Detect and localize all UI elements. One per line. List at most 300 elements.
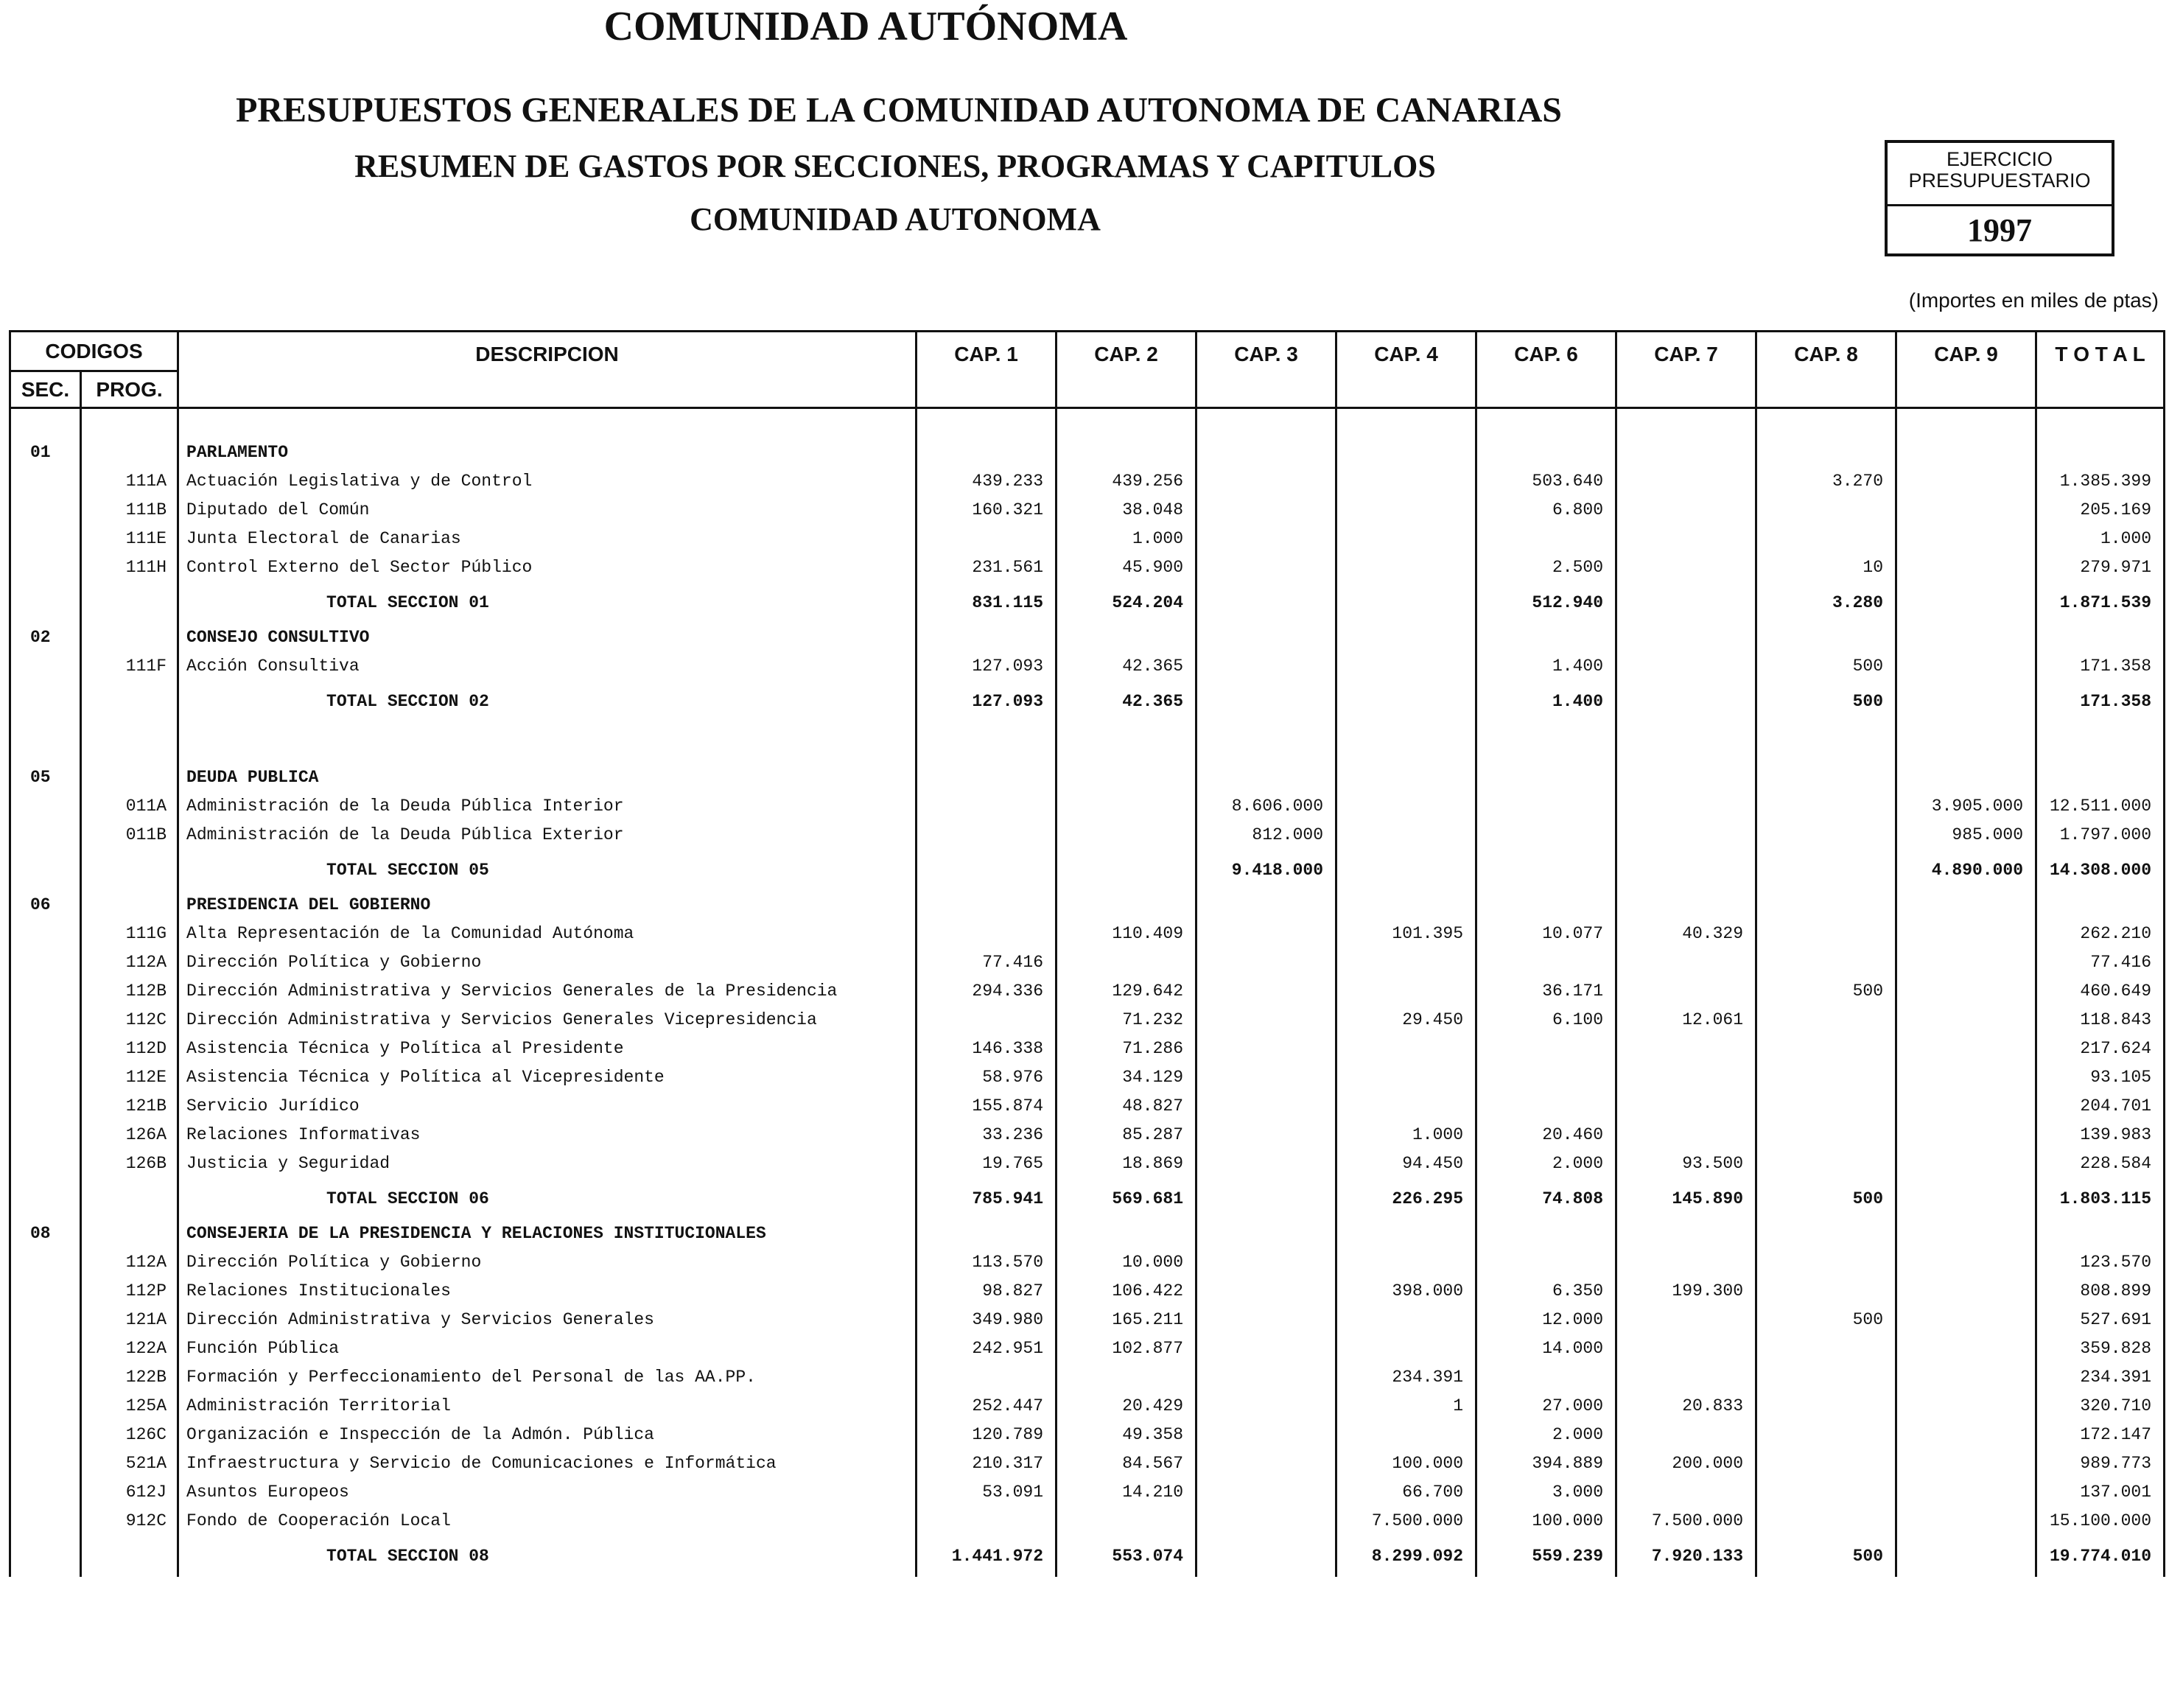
chapter-1-amount: 127.093 (917, 652, 1057, 681)
chapter-8-amount: 500 (1756, 977, 1896, 1006)
chapter-8-amount (1756, 1421, 1896, 1449)
total-amount: 1.803.115 (2036, 1178, 2165, 1219)
chapter-2-amount: 106.422 (1057, 1277, 1196, 1306)
chapter-7-amount: 40.329 (1616, 920, 1756, 948)
section-header-row (10, 763, 2165, 792)
section-code (10, 408, 81, 439)
chapter-7-amount (1616, 763, 1756, 792)
fiscal-year-label-line1: EJERCICIO (1946, 148, 2053, 170)
chapter-6-amount: 2.500 (1476, 553, 1616, 582)
chapter-3-amount (1196, 623, 1336, 652)
chapter-4-amount: 1.000 (1336, 1121, 1476, 1149)
section-header-row (10, 891, 2165, 920)
chapter-9-amount (1896, 1277, 2036, 1306)
chapter-1-amount: 19.765 (917, 1149, 1057, 1178)
program-row (10, 1092, 2165, 1121)
total-amount (2036, 623, 2165, 652)
section-code (10, 1507, 81, 1536)
chapter-2-amount: 20.429 (1057, 1392, 1196, 1421)
chapter-9-amount (1896, 496, 2036, 525)
total-amount: 808.899 (2036, 1277, 2165, 1306)
program-row (10, 1306, 2165, 1334)
section-code (10, 850, 81, 891)
section-code (10, 1306, 81, 1334)
chapter-9-amount (1896, 1306, 2036, 1334)
chapter-1-amount (917, 623, 1057, 652)
chapter-3-amount (1196, 1035, 1336, 1063)
chapter-1-amount (917, 821, 1057, 850)
program-row (10, 553, 2165, 582)
chapter-2-amount: 14.210 (1057, 1478, 1196, 1507)
description (178, 722, 917, 763)
chapter-7-amount: 20.833 (1616, 1392, 1756, 1421)
chapter-1-amount (917, 438, 1057, 467)
chapter-6-amount: 2.000 (1476, 1421, 1616, 1449)
chapter-2-amount: 45.900 (1057, 553, 1196, 582)
chapter-4-amount (1336, 1035, 1476, 1063)
program-row (10, 792, 2165, 821)
program-code: 112A (81, 1248, 178, 1277)
chapter-6-amount: 6.100 (1476, 1006, 1616, 1035)
chapter-3-amount (1196, 1449, 1336, 1478)
total-amount: 234.391 (2036, 1363, 2165, 1392)
chapter-7-amount: 93.500 (1616, 1149, 1756, 1178)
fiscal-year-box (1885, 140, 2114, 256)
chapter-4-amount (1336, 792, 1476, 821)
chapter-7-amount (1616, 408, 1756, 439)
amounts-unit-note: (Importes en miles de ptas) (1908, 289, 2159, 312)
chapter-1-amount: 1.441.972 (917, 1536, 1057, 1577)
chapter-1-amount (917, 763, 1057, 792)
total-amount: 228.584 (2036, 1149, 2165, 1178)
chapter-6-amount (1476, 1219, 1616, 1248)
chapter-3-amount (1196, 977, 1336, 1006)
chapter-6-amount: 100.000 (1476, 1507, 1616, 1536)
chapter-8-amount: 500 (1756, 1178, 1896, 1219)
description: Organización e Inspección de la Admón. Pública (178, 1421, 917, 1449)
chapter-3-amount (1196, 1149, 1336, 1178)
chapter-1-amount: 98.827 (917, 1277, 1057, 1306)
program-row (10, 1478, 2165, 1507)
chapter-4-amount (1336, 1248, 1476, 1277)
chapter-1-amount: 127.093 (917, 681, 1057, 722)
description: Formación y Perfeccionamiento del Personal de las AA.PP. (178, 1363, 917, 1392)
total-amount: 118.843 (2036, 1006, 2165, 1035)
chapter-8-amount (1756, 525, 1896, 553)
chapter-4-amount (1336, 948, 1476, 977)
chapter-1-amount (917, 722, 1057, 763)
section-header-row (10, 1219, 2165, 1248)
chapter-9-amount (1896, 1363, 2036, 1392)
chapter-8-amount (1756, 1392, 1896, 1421)
total-amount: 14.308.000 (2036, 850, 2165, 891)
chapter-6-amount (1476, 891, 1616, 920)
chapter-9-amount (1896, 948, 2036, 977)
chapter-3-amount (1196, 1392, 1336, 1421)
chapter-9-amount (1896, 408, 2036, 439)
description: Dirección Política y Gobierno (178, 948, 917, 977)
chapter-8-amount (1756, 438, 1896, 467)
chapter-8-amount (1756, 763, 1896, 792)
chapter-7-amount (1616, 1363, 1756, 1392)
total-amount: 989.773 (2036, 1449, 2165, 1478)
fiscal-year-label (1888, 143, 2112, 206)
header-cap4: CAP. 4 (1336, 332, 1476, 408)
chapter-6-amount (1476, 408, 1616, 439)
section-code (10, 1363, 81, 1392)
summary-title: RESUMEN DE GASTOS POR SECCIONES, PROGRAMAS Y CAPITULOS (354, 148, 1436, 184)
section-code: 02 (10, 623, 81, 652)
program-code (81, 1536, 178, 1577)
chapter-7-amount (1616, 467, 1756, 496)
program-code (81, 1219, 178, 1248)
chapter-8-amount (1756, 722, 1896, 763)
total-amount: 123.570 (2036, 1248, 2165, 1277)
chapter-7-amount (1616, 1092, 1756, 1121)
chapter-8-amount (1756, 1478, 1896, 1507)
chapter-9-amount (1896, 722, 2036, 763)
chapter-3-amount (1196, 553, 1336, 582)
description: Relaciones Institucionales (178, 1277, 917, 1306)
chapter-4-amount: 7.500.000 (1336, 1507, 1476, 1536)
chapter-9-amount (1896, 891, 2036, 920)
program-code (81, 891, 178, 920)
description (178, 408, 917, 439)
chapter-6-amount: 512.940 (1476, 582, 1616, 623)
chapter-7-amount: 7.920.133 (1616, 1536, 1756, 1577)
chapter-1-amount: 160.321 (917, 496, 1057, 525)
chapter-7-amount: 199.300 (1616, 1277, 1756, 1306)
chapter-4-amount: 94.450 (1336, 1149, 1476, 1178)
section-header-row (10, 623, 2165, 652)
chapter-1-amount: 33.236 (917, 1121, 1057, 1149)
chapter-9-amount (1896, 1006, 2036, 1035)
chapter-3-amount (1196, 1248, 1336, 1277)
chapter-2-amount: 85.287 (1057, 1121, 1196, 1149)
chapter-3-amount (1196, 948, 1336, 977)
description: Dirección Administrativa y Servicios Generales Vicepresidencia (178, 1006, 917, 1035)
program-code (81, 623, 178, 652)
program-code: 122B (81, 1363, 178, 1392)
chapter-3-amount (1196, 652, 1336, 681)
chapter-6-amount (1476, 1363, 1616, 1392)
chapter-3-amount (1196, 681, 1336, 722)
program-code: 126A (81, 1121, 178, 1149)
program-code: 121A (81, 1306, 178, 1334)
chapter-8-amount (1756, 1363, 1896, 1392)
chapter-2-amount (1057, 1219, 1196, 1248)
chapter-4-amount (1336, 553, 1476, 582)
section-code (10, 1149, 81, 1178)
description: Dirección Administrativa y Servicios Generales (178, 1306, 917, 1334)
chapter-6-amount: 6.350 (1476, 1277, 1616, 1306)
chapter-2-amount (1057, 821, 1196, 850)
chapter-2-amount (1057, 948, 1196, 977)
description: Asuntos Europeos (178, 1478, 917, 1507)
chapter-8-amount: 10 (1756, 553, 1896, 582)
chapter-6-amount: 1.400 (1476, 681, 1616, 722)
chapter-3-amount (1196, 722, 1336, 763)
program-code (81, 408, 178, 439)
chapter-1-amount: 349.980 (917, 1306, 1057, 1334)
program-code: 112B (81, 977, 178, 1006)
description: Asistencia Técnica y Política al Presidente (178, 1035, 917, 1063)
chapter-6-amount (1476, 623, 1616, 652)
chapter-6-amount (1476, 525, 1616, 553)
chapter-9-amount (1896, 1392, 2036, 1421)
chapter-8-amount (1756, 920, 1896, 948)
chapter-6-amount: 2.000 (1476, 1149, 1616, 1178)
chapter-7-amount (1616, 1121, 1756, 1149)
description: Alta Representación de la Comunidad Autónoma (178, 920, 917, 948)
chapter-6-amount: 6.800 (1476, 496, 1616, 525)
program-code: 112P (81, 1277, 178, 1306)
chapter-8-amount (1756, 496, 1896, 525)
section-total-row (10, 1536, 2165, 1577)
chapter-8-amount (1756, 408, 1896, 439)
chapter-8-amount: 500 (1756, 1306, 1896, 1334)
budget-title: PRESUPUESTOS GENERALES DE LA COMUNIDAD AUTONOMA DE CANARIAS (236, 91, 1562, 130)
section-code (10, 496, 81, 525)
chapter-4-amount (1336, 1306, 1476, 1334)
chapter-3-amount (1196, 1063, 1336, 1092)
program-row (10, 525, 2165, 553)
chapter-1-amount: 785.941 (917, 1178, 1057, 1219)
chapter-3-amount (1196, 1363, 1336, 1392)
table-body (10, 408, 2165, 1578)
chapter-9-amount (1896, 1219, 2036, 1248)
chapter-2-amount: 42.365 (1057, 681, 1196, 722)
chapter-4-amount (1336, 438, 1476, 467)
total-amount: 460.649 (2036, 977, 2165, 1006)
chapter-7-amount (1616, 891, 1756, 920)
program-code: 126C (81, 1421, 178, 1449)
chapter-7-amount (1616, 1421, 1756, 1449)
chapter-1-amount: 831.115 (917, 582, 1057, 623)
chapter-3-amount (1196, 1277, 1336, 1306)
fiscal-year-value: 1997 (1967, 212, 2032, 248)
total-amount: 12.511.000 (2036, 792, 2165, 821)
chapter-9-amount (1896, 1248, 2036, 1277)
chapter-9-amount (1896, 438, 2036, 467)
chapter-2-amount (1057, 1507, 1196, 1536)
chapter-9-amount: 4.890.000 (1896, 850, 2036, 891)
description: Dirección Administrativa y Servicios Generales de la Presidencia (178, 977, 917, 1006)
chapter-4-amount (1336, 681, 1476, 722)
chapter-8-amount (1756, 1092, 1896, 1121)
chapter-8-amount (1756, 792, 1896, 821)
chapter-6-amount (1476, 948, 1616, 977)
chapter-4-amount (1336, 977, 1476, 1006)
description: TOTAL SECCION 02 (178, 681, 917, 722)
section-code (10, 948, 81, 977)
section-code (10, 1035, 81, 1063)
program-row (10, 1121, 2165, 1149)
header-prog: PROG. (81, 371, 178, 408)
chapter-7-amount (1616, 438, 1756, 467)
chapter-2-amount: 102.877 (1057, 1334, 1196, 1363)
program-code (81, 1178, 178, 1219)
header-cap3: CAP. 3 (1196, 332, 1336, 408)
chapter-3-amount (1196, 1178, 1336, 1219)
section-name: PRESIDENCIA DEL GOBIERNO (178, 891, 917, 920)
chapter-2-amount: 165.211 (1057, 1306, 1196, 1334)
program-row (10, 1035, 2165, 1063)
program-code (81, 438, 178, 467)
chapter-4-amount (1336, 722, 1476, 763)
chapter-6-amount: 1.400 (1476, 652, 1616, 681)
total-amount: 527.691 (2036, 1306, 2165, 1334)
description: Asistencia Técnica y Política al Vicepresidente (178, 1063, 917, 1092)
chapter-6-amount (1476, 722, 1616, 763)
description: Servicio Jurídico (178, 1092, 917, 1121)
chapter-1-amount: 120.789 (917, 1421, 1057, 1449)
chapter-1-amount (917, 792, 1057, 821)
chapter-6-amount (1476, 763, 1616, 792)
chapter-1-amount (917, 1006, 1057, 1035)
chapter-3-amount: 8.606.000 (1196, 792, 1336, 821)
chapter-6-amount: 12.000 (1476, 1306, 1616, 1334)
program-row (10, 1334, 2165, 1363)
chapter-8-amount (1756, 891, 1896, 920)
chapter-8-amount (1756, 1219, 1896, 1248)
chapter-8-amount: 500 (1756, 1536, 1896, 1577)
total-amount: 77.416 (2036, 948, 2165, 977)
chapter-7-amount (1616, 850, 1756, 891)
total-amount: 137.001 (2036, 1478, 2165, 1507)
chapter-2-amount: 42.365 (1057, 652, 1196, 681)
chapter-1-amount: 155.874 (917, 1092, 1057, 1121)
section-name: DEUDA PUBLICA (178, 763, 917, 792)
chapter-4-amount: 398.000 (1336, 1277, 1476, 1306)
section-code (10, 1092, 81, 1121)
chapter-2-amount: 524.204 (1057, 582, 1196, 623)
section-code (10, 582, 81, 623)
chapter-3-amount (1196, 582, 1336, 623)
chapter-7-amount (1616, 1478, 1756, 1507)
chapter-2-amount: 129.642 (1057, 977, 1196, 1006)
chapter-8-amount (1756, 1006, 1896, 1035)
chapter-2-amount: 71.232 (1057, 1006, 1196, 1035)
chapter-2-amount: 71.286 (1057, 1035, 1196, 1063)
program-code: 126B (81, 1149, 178, 1178)
total-amount: 171.358 (2036, 652, 2165, 681)
section-code (10, 681, 81, 722)
chapter-6-amount (1476, 1035, 1616, 1063)
chapter-2-amount (1057, 792, 1196, 821)
chapter-8-amount (1756, 623, 1896, 652)
chapter-4-amount: 100.000 (1336, 1449, 1476, 1478)
program-row (10, 467, 2165, 496)
section-code (10, 792, 81, 821)
chapter-7-amount (1616, 1219, 1756, 1248)
chapter-3-amount (1196, 1092, 1336, 1121)
chapter-7-amount (1616, 1306, 1756, 1334)
chapter-6-amount: 36.171 (1476, 977, 1616, 1006)
chapter-7-amount (1616, 582, 1756, 623)
chapter-7-amount (1616, 1248, 1756, 1277)
chapter-4-amount: 234.391 (1336, 1363, 1476, 1392)
section-total-row (10, 582, 2165, 623)
chapter-9-amount (1896, 1449, 2036, 1478)
chapter-2-amount: 110.409 (1057, 920, 1196, 948)
section-code (10, 1063, 81, 1092)
chapter-8-amount: 3.270 (1756, 467, 1896, 496)
section-total-row (10, 681, 2165, 722)
chapter-2-amount: 10.000 (1057, 1248, 1196, 1277)
section-name: CONSEJO CONSULTIVO (178, 623, 917, 652)
chapter-7-amount (1616, 496, 1756, 525)
chapter-1-amount (917, 920, 1057, 948)
chapter-4-amount (1336, 496, 1476, 525)
header-codigos: CODIGOS (10, 332, 178, 371)
chapter-9-amount (1896, 1063, 2036, 1092)
program-code: 121B (81, 1092, 178, 1121)
section-code (10, 525, 81, 553)
section-code (10, 1178, 81, 1219)
chapter-7-amount (1616, 722, 1756, 763)
section-code (10, 722, 81, 763)
section-code (10, 1334, 81, 1363)
chapter-2-amount: 84.567 (1057, 1449, 1196, 1478)
chapter-3-amount (1196, 438, 1336, 467)
chapter-2-amount (1057, 722, 1196, 763)
chapter-1-amount: 77.416 (917, 948, 1057, 977)
chapter-2-amount: 18.869 (1057, 1149, 1196, 1178)
chapter-4-amount (1336, 525, 1476, 553)
chapter-3-amount (1196, 1006, 1336, 1035)
chapter-6-amount (1476, 1248, 1616, 1277)
description: Acción Consultiva (178, 652, 917, 681)
header-descripcion: DESCRIPCION (178, 332, 917, 408)
chapter-1-amount: 439.233 (917, 467, 1057, 496)
chapter-3-amount (1196, 496, 1336, 525)
chapter-9-amount (1896, 977, 2036, 1006)
chapter-6-amount: 20.460 (1476, 1121, 1616, 1149)
total-amount: 15.100.000 (2036, 1507, 2165, 1536)
chapter-9-amount (1896, 1121, 2036, 1149)
chapter-4-amount (1336, 1219, 1476, 1248)
total-amount: 204.701 (2036, 1092, 2165, 1121)
program-code (81, 850, 178, 891)
section-code: 08 (10, 1219, 81, 1248)
chapter-1-amount: 231.561 (917, 553, 1057, 582)
chapter-8-amount (1756, 1449, 1896, 1478)
chapter-2-amount (1057, 623, 1196, 652)
chapter-1-amount (917, 850, 1057, 891)
chapter-9-amount (1896, 1334, 2036, 1363)
section-code (10, 977, 81, 1006)
description: Administración de la Deuda Pública Exterior (178, 821, 917, 850)
chapter-6-amount: 27.000 (1476, 1392, 1616, 1421)
chapter-7-amount (1616, 1334, 1756, 1363)
total-amount: 359.828 (2036, 1334, 2165, 1363)
chapter-9-amount (1896, 1178, 2036, 1219)
total-amount: 93.105 (2036, 1063, 2165, 1092)
chapter-8-amount (1756, 1035, 1896, 1063)
chapter-8-amount (1756, 1121, 1896, 1149)
chapter-3-amount (1196, 408, 1336, 439)
description: Control Externo del Sector Público (178, 553, 917, 582)
chapter-4-amount (1336, 582, 1476, 623)
chapter-4-amount: 8.299.092 (1336, 1536, 1476, 1577)
section-header-row (10, 438, 2165, 467)
chapter-4-amount (1336, 891, 1476, 920)
chapter-9-amount (1896, 1478, 2036, 1507)
chapter-8-amount (1756, 850, 1896, 891)
chapter-3-amount (1196, 1507, 1336, 1536)
header-total: T O T A L (2036, 332, 2165, 408)
